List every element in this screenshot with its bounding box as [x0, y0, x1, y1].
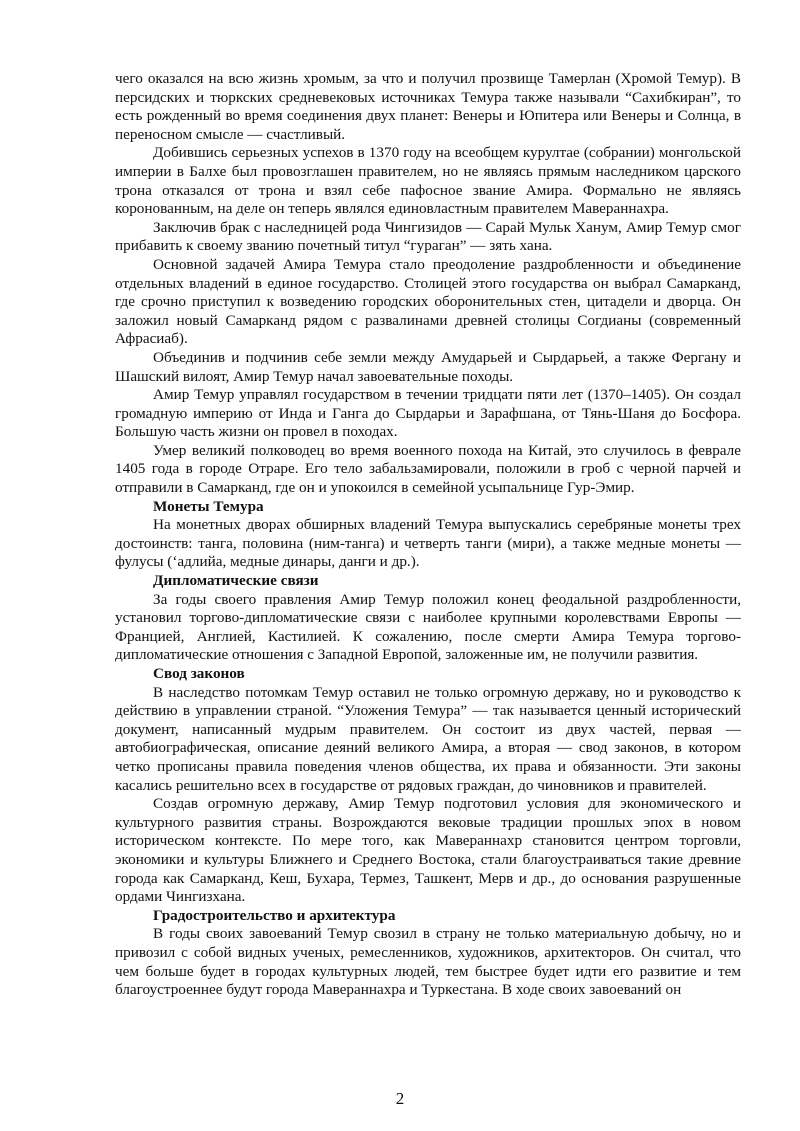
document-body [115, 70, 741, 1000]
paragraph: Объединив и подчинив себе земли между Амударьей и Сырдарьей, а также Фергану и Шашский вилоят, Амир Темур начал завоевательные походы. [115, 348, 741, 385]
paragraph: За годы своего правления Амир Темур положил конец феодальной раздробленности, установил торгово-дипломатические связи с наиболее крупными королевствами Европы — Францией, Англией, Кастилией. К сожалению, после смерти Амира Темура торгово-дипломатические отношения с Западной Европой, заложенные им, не получили развития. [115, 590, 741, 664]
paragraph: В наследство потомкам Темур оставил не только огромную державу, но и руководство к действию в управлении страной. “Уложения Темура” — так называется ценный исторический документ, написанный мудрым правителем. Он состоит из двух частей, первая — автобиографическая, описание деяний великого Амира, а вторая — свод законов, в котором четко прописаны правила поведения членов общества, их права и обязанности. Эти законы касались решительно всех в государстве от рядовых граждан, до чиновников и правителей. [115, 683, 741, 794]
section-heading-laws: Свод законов [153, 665, 245, 682]
paragraph: В годы своих завоеваний Темур свозил в страну не только материальную добычу, но и привозил с собой видных ученых, ремесленников, художников, архитекторов. Он считал, что чем больше будет в городах культурных людей, тем быстрее будет идти его развитие и тем благоустроеннее будут города Мавераннахра и Туркестана. В ходе своих завоеваний он [115, 925, 741, 999]
paragraph: Создав огромную державу, Амир Темур подготовил условия для экономического и культурного развития страны. Возрождаются вековые традиции прошлых эпох в новом историческом контексте. По мере того, как Мавераннахр становится центром торговли, экономики и культуры Ближнего и Среднего Востока, стали благоустраиваться такие древние города как Самарканд, Кеш, Бухара, Термез, Ташкент, Мерв и др., до основания разрушенные ордами Чингизхана. [115, 795, 741, 906]
section-heading-diplomacy: Дипломатические связи [153, 572, 319, 590]
paragraph: Амир Темур управлял государством в течении тридцати пяти лет (1370–1405). Он создал громадную империю от Инда и Ганга до Сырдарьи и Зарафшана, от Тянь-Шаня до Босфора. Большую часть жизни он провел в походах. [115, 386, 741, 441]
section-heading-architecture: Градостроительство и архитектура [153, 906, 396, 924]
paragraph: чего оказался на всю жизнь хромым, за что и получил прозвище Тамерлан (Хромой Темур). В персидских и тюркских средневековых источниках Темура также называли “Сахибкиран”, то есть рожденный во время соединения двух планет: Венеры и Юпитера или Венеры и Солнца, в переносном смысле — счастливый. [115, 70, 741, 143]
paragraph: Заключив брак с наследницей рода Чингизидов — Сарай Мульк Ханум, Амир Темур смог прибавить к своему званию почетный титул “гураган” — зять хана. [115, 218, 741, 255]
section-heading-coins: Монеты Темура [153, 497, 264, 515]
paragraph: Умер великий полководец во время военного похода на Китай, это случилось в феврале 1405 года в городе Отраре. Его тело забальзамировали, положили в гроб с черной парчей и отправили в Самарканд, где он и упокоился в семейной усыпальнице Гур-Эмир. [115, 441, 741, 497]
paragraph: Добившись серьезных успехов в 1370 году на всеобщем курултае (собрании) монгольской империи в Балхе был провозглашен правителем, но не являясь прямым наследником царского трона отказался от трона и взял себе пафосное звание Амира. Формально не являясь коронованным, на деле он теперь являлся единовластным правителем Мавераннахра. [115, 144, 741, 218]
paragraph: Основной задачей Амира Темура стало преодоление раздробленности и объединение отдельных владений в единое государство. Столицей этого государства он выбрал Самарканд, где срочно приступил к возведению городских оборонительных стен, цитадели и дворца. Он заложил новый Самарканд рядом с развалинами древней столицы Согдианы (современный Афрасиаб). [115, 255, 741, 348]
page-number: 2 [395, 1089, 405, 1108]
paragraph: На монетных дворах обширных владений Темура выпускались серебряные монеты трех достоинств: танга, половина (ним-танга) и четверть танги (мири), а также медные монеты — фулусы (‘адлийа, медные динары, данги и др.). [115, 516, 741, 571]
